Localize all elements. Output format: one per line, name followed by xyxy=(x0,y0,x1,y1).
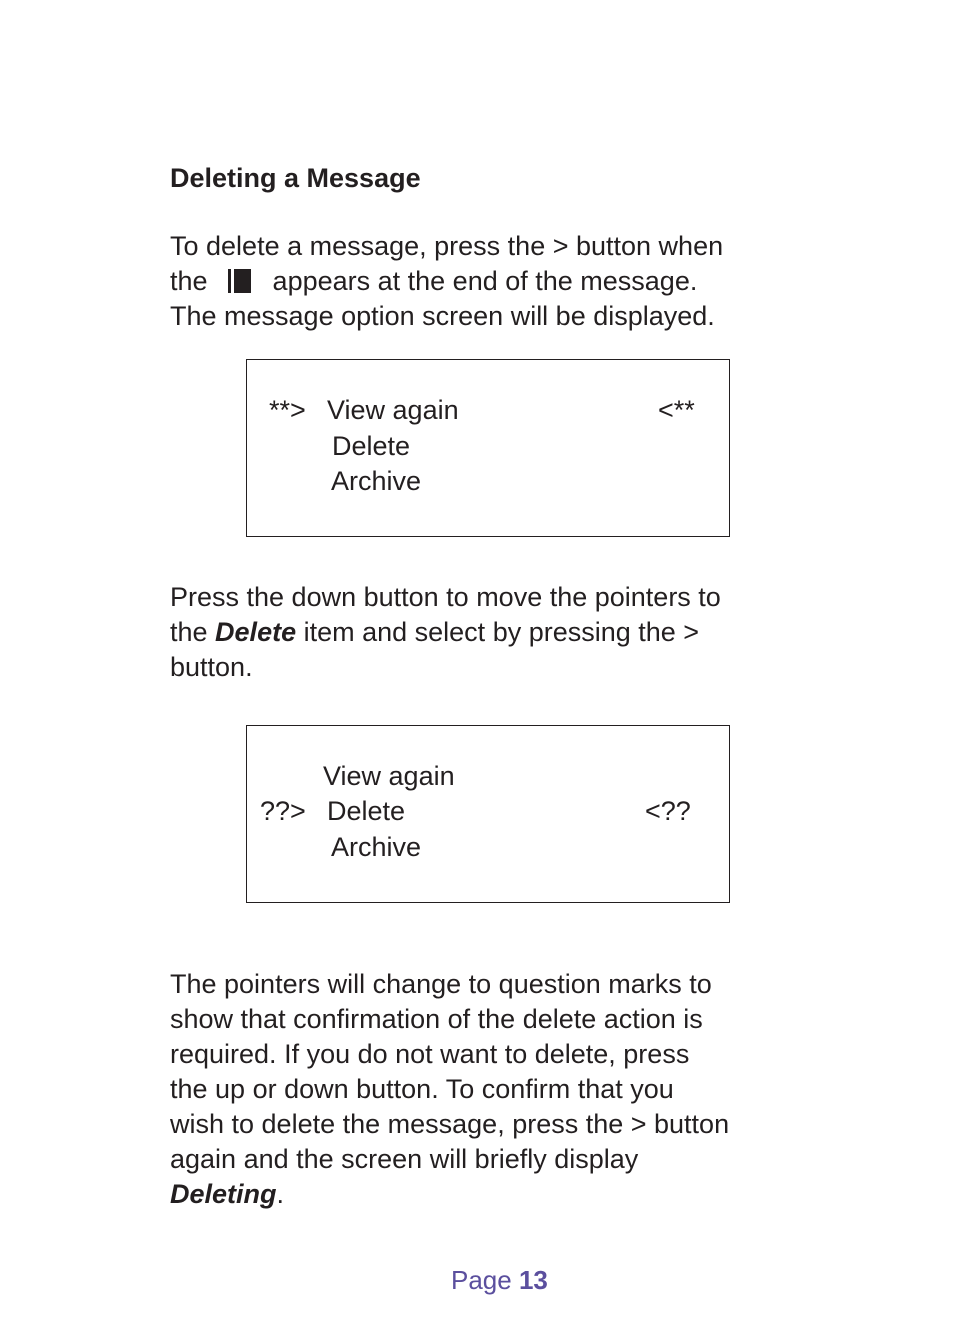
section-heading: Deleting a Message xyxy=(170,163,421,193)
instruction-paragraph xyxy=(170,580,721,685)
confirm-line-6: again and the screen will briefly display xyxy=(170,1144,639,1174)
instruction-line-3: button. xyxy=(170,652,253,682)
confirm-line-5: wish to delete the message, press the > button xyxy=(170,1109,730,1139)
page-number xyxy=(451,1264,548,1296)
instruction-line-2-prefix: the xyxy=(170,617,216,647)
confirm-line-3: required. If you do not want to delete, press xyxy=(170,1039,690,1069)
page-label: Page xyxy=(451,1265,512,1295)
confirmation-paragraph xyxy=(170,967,729,1212)
left-pointer: ??> xyxy=(260,796,306,826)
delete-emphasis: Delete xyxy=(215,617,297,647)
end-of-message-cursor-icon xyxy=(228,269,251,293)
intro-line-3: The message option screen will be displayed. xyxy=(170,301,715,331)
instruction-line-2 xyxy=(170,615,721,650)
menu-item-view-again: View again xyxy=(323,761,455,791)
menu-item-view-again: View again xyxy=(327,395,459,425)
message-option-screen xyxy=(246,359,730,537)
intro-line-2-prefix: the xyxy=(170,266,208,296)
instruction-line-2-suffix: item and select by pressing the > xyxy=(296,617,700,647)
right-pointer: <** xyxy=(658,395,695,425)
intro-line-1: To delete a message, press the > button when xyxy=(170,231,724,261)
left-pointer: **> xyxy=(269,395,306,425)
instruction-line-1: Press the down button to move the pointers to xyxy=(170,582,721,612)
intro-line-2-suffix: appears at the end of the message. xyxy=(272,266,698,296)
deleting-emphasis: Deleting xyxy=(170,1179,277,1209)
menu-item-delete: Delete xyxy=(327,796,406,826)
confirm-line-1: The pointers will change to question marks to xyxy=(170,969,712,999)
menu-item-archive: Archive xyxy=(331,466,422,496)
right-pointer: <?? xyxy=(645,796,691,826)
intro-paragraph xyxy=(170,229,723,334)
delete-confirmation-screen xyxy=(246,725,730,903)
confirm-line-7 xyxy=(170,1177,729,1212)
page-number-value: 13 xyxy=(518,1265,548,1295)
intro-line-2 xyxy=(170,264,723,299)
final-period: . xyxy=(276,1179,285,1209)
confirm-line-2: show that confirmation of the delete action is xyxy=(170,1004,703,1034)
menu-item-archive: Archive xyxy=(331,832,422,862)
menu-item-delete: Delete xyxy=(332,431,411,461)
confirm-line-4: the up or down button. To confirm that you xyxy=(170,1074,674,1104)
